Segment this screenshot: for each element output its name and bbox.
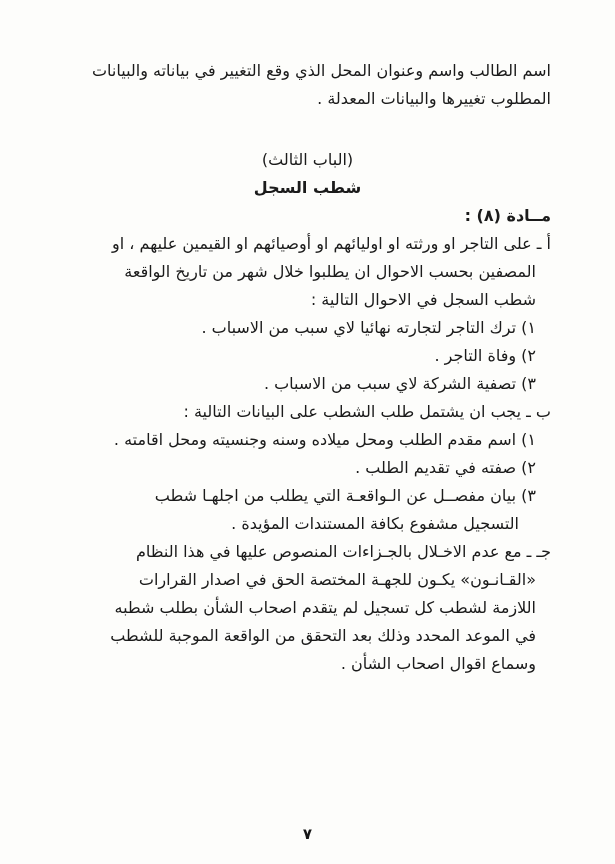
clause-b-line-1: ب ـ يجب ان يشتمل طلب الشطب على البيانات التالية : [183,402,551,421]
clause-a-line-3: شطب السجل في الاحوال التالية : [310,290,536,309]
clause-c-line-2: «القـانـون» يكـون للجهـة المختصة الحق في اصدار القرارات [138,570,536,589]
clause-b-item-2: ٢) صفته في تقديم الطلب . [355,458,536,477]
clause-c-line-4: في الموعد المحدد وذلك بعد التحقق من الواقعة الموجبة للشطب [110,626,536,645]
intro-line-2: المطلوب تغييرها والبيانات المعدلة . [317,89,551,108]
clause-c-line-3: اللازمة لشطب كل تسجيل لم يتقدم اصحاب الشأن بطلب شطبه [114,598,536,617]
clause-b-item-1: ١) اسم مقدم الطلب ومحل ميلاده وسنه وجنسيته ومحل اقامته . [113,430,536,449]
page-number: ٧ [302,825,313,843]
clause-b-item-3-line-1: ٣) بيان مفصــل عن الـواقعـة التي يطلب من اجلهـا شطب [154,486,536,505]
clause-a-item-1: ١) ترك التاجر لتجارته نهائيا لاي سبب من الاسباب . [201,318,536,337]
clause-c-line-1: جـ ـ مع عدم الاخـلال بالجـزاءات المنصوص عليها في هذا النظام [135,542,551,561]
intro-line-1: اسم الطالب واسم وعنوان المحل الذي وقع التغيير في بياناته والبيانات [91,61,551,80]
section-heading: شطب السجل [253,178,362,197]
clause-c-line-5: وسماع اقوال اصحاب الشأن . [340,654,536,673]
clause-a-line-1: أ ـ على التاجر او ورثته او اوليائهم او أوصيائهم او القيمين عليهم ، او [112,234,551,253]
clause-b-item-3-line-2: التسجيل مشفوع بكافة المستندات المؤيدة . [231,514,519,533]
clause-a-item-2: ٢) وفاة التاجر . [434,346,536,365]
clause-a-item-3: ٣) تصفية الشركة لاي سبب من الاسباب . [263,374,536,393]
chapter-heading: (الباب الثالث) [261,150,354,169]
clause-a-line-2: المصفين بحسب الاحوال ان يطلبوا خلال شهر من تاريخ الواقعة [124,262,536,281]
article-8-label: مــادة (٨) : [464,206,551,225]
text-block [40,57,551,678]
